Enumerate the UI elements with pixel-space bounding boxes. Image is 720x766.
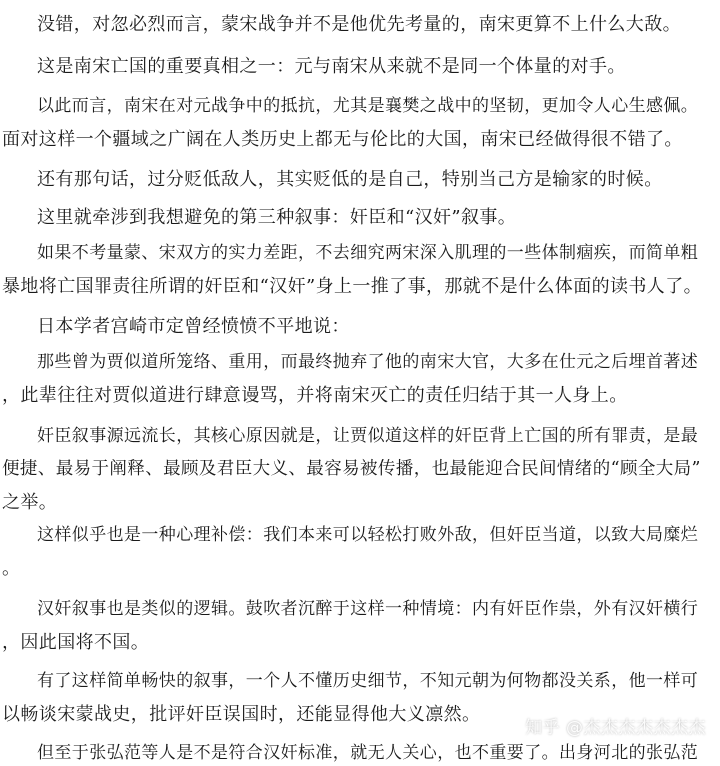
paragraph-line: ，此辈往往对贾似道进行肆意谩骂，并将南宋灭亡的责任归结于其一人身上。 <box>2 385 628 406</box>
paragraph-3 <box>0 90 720 156</box>
paragraph-13 <box>0 737 720 766</box>
paragraph-10 <box>0 519 720 585</box>
paragraph-line: 奸臣叙事源远流长，其核心原因就是，让贾似道这样的奸臣背上亡国的所有罪责，是最 <box>37 426 699 446</box>
paragraph-line: 还有那句话，过分贬低敌人，其实贬低的是自己，特别当己方是输家的时候。 <box>37 169 663 190</box>
paragraph-line: 那些曾为贾似道所笼络、重用，而最终抛弃了他的南宋大官，大多在仕元之后埋首著述 <box>37 352 699 372</box>
paragraph-8 <box>0 346 720 412</box>
paragraph-line: 这样似乎也是一种心理补偿：我们本来可以轻松打败外敌，但奸臣当道，以致大局糜烂 <box>37 525 699 545</box>
source-watermark: 知乎 @杰杰杰杰杰杰杰 <box>525 718 706 738</box>
paragraph-line: 这是南宋亡国的重要真相之一：元与南宋从来就不是同一个体量的对手。 <box>37 56 626 77</box>
paragraph-11 <box>0 593 720 659</box>
paragraph-line: 暴地将亡国罪责往所谓的奸臣和“汉奸”身上一推了事，那就不是什么体面的读书人了。 <box>2 276 703 297</box>
paragraph-line: 汉奸叙事也是类似的逻辑。鼓吹者沉醉于这样一种情境：内有奸臣作祟，外有汉奸横行 <box>37 599 699 619</box>
paragraph-4 <box>0 163 720 196</box>
paragraph-line: 面对这样一个疆域之广阔在人类历史上都无与伦比的大国，南宋已经做得很不错了。 <box>2 129 683 150</box>
paragraph-line: 。 <box>2 558 21 579</box>
paragraph-line: 以畅谈宋蒙战史，批评奸臣误国时，还能显得他大义凛然。 <box>2 704 481 725</box>
paragraph-line: 这里就牵涉到我想避免的第三种叙事：奸臣和“汉奸”叙事。 <box>37 207 517 228</box>
paragraph-line: 日本学者宫崎市定曾经愤愤不平地说： <box>37 316 350 337</box>
paragraph-line: 如果不考量蒙、宋双方的实力差距，不去细究两宋深入肌理的一些体制痼疾，而简单粗 <box>37 243 699 263</box>
paragraph-5 <box>0 201 720 234</box>
paragraph-7 <box>0 310 720 343</box>
paragraph-line: ，因此国将不国。 <box>2 632 150 653</box>
paragraph-line: 没错，对忽必烈而言，蒙宋战争并不是他优先考量的，南宋更算不上什么大敌。 <box>37 14 681 35</box>
paragraph-line: 以此而言，南宋在对元战争中的抵抗，尤其是襄樊之战中的坚韧，更加令人心生感佩。 <box>37 96 699 116</box>
paragraph-1 <box>0 8 720 41</box>
paragraph-line: 之举。 <box>2 492 58 513</box>
paragraph-6 <box>0 237 720 303</box>
paragraph-2 <box>0 50 720 83</box>
paragraph-line: 便捷、最易于阐释、最顾及君臣大义、最容易被传播，也最能迎合民间情绪的“顾全大局” <box>2 459 701 479</box>
paragraph-line: 但至于张弘范等人是不是符合汉奸标准，就无人关心，也不重要了。出身河北的张弘范 <box>37 743 699 763</box>
paragraph-9 <box>0 420 720 519</box>
paragraph-line: 有了这样简单畅快的叙事，一个人不懂历史细节，不知元朝为何物都没关系，他一样可 <box>37 671 699 691</box>
